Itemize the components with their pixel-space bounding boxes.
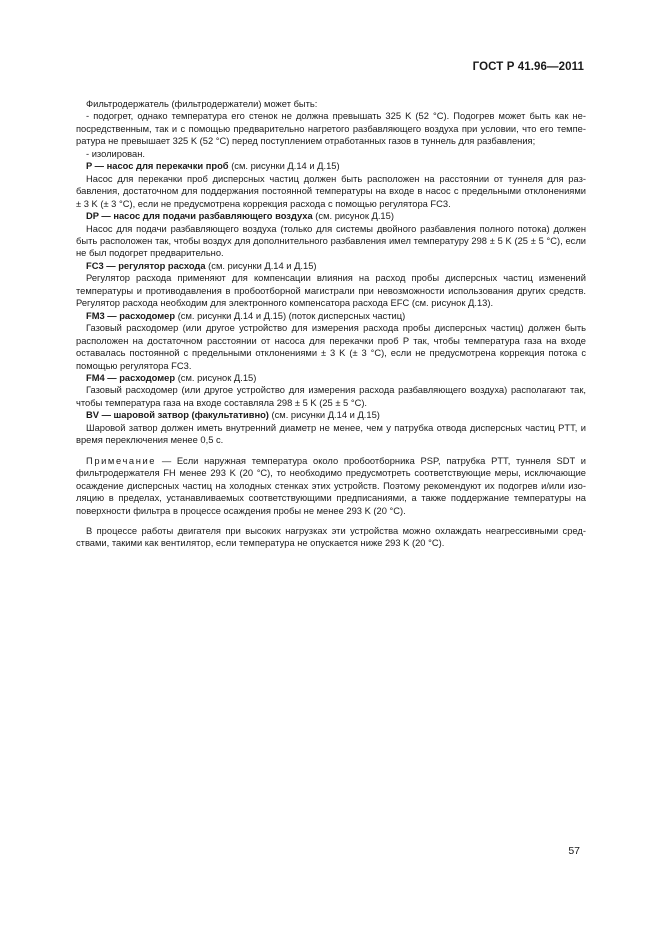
term-name: DP — насос для подачи разбавляющего воздуха: [86, 211, 313, 222]
page-body: [76, 98, 586, 550]
page-number: 57: [568, 845, 580, 857]
term-description: Газовый расходомер (или другое устройство для измерения расхода разбавляющего воздуха) располагают так, чтобы температура газа на входе составляла 298 ± 5 K (25 ± 5 °C).: [76, 385, 586, 408]
term-heading: [76, 310, 586, 322]
term-name: P — насос для перекачки проб: [86, 161, 229, 172]
figure-reference: (см. рисунки Д.14 и Д.15): [268, 410, 380, 421]
note: [76, 455, 586, 517]
figure-reference: (см. рисунки Д.14 и Д.15): [205, 260, 317, 271]
term-heading: [76, 160, 586, 172]
term-heading: [76, 210, 586, 222]
figure-reference: (см. рисунки Д.14 и Д.15): [228, 161, 340, 172]
term-name: BV — шаровой затвор (факультативно): [86, 410, 269, 421]
term-heading: [76, 372, 586, 384]
term-description: Регулятор расхода применяют для компенсации влияния на расход пробы дисперсных частиц изменений температуры и противодавления в пробоотборной магистрали при невозможности использования других средств. Регулятор расхода необходим для электронного компенсатора расхода EFC (см. рисунок Д.13).: [76, 273, 586, 309]
term-description: Насос для перекачки проб дисперсных частиц должен быть расположен на расстоянии от туннеля для разбавления, достаточном для поддержания постоянной температуры на входе в насос с предельными отклонениями ± 3 K (± 3 °C), если не предусмотрена коррекция расхода с помощью регулятора FC3.: [76, 173, 586, 209]
figure-reference: (см. рисунок Д.15): [312, 211, 394, 222]
term-description: Насос для подачи разбавляющего воздуха (только для системы двойного разбавления полного потока) должен быть расположен так, чтобы воздух для дополнительного разбавления имел температуру 298 ± 5 K (25 ± 5 °C), если не был подогрет предварительно.: [76, 223, 586, 259]
paragraph: В процессе работы двигателя при высоких нагрузках эти устройства можно охлаждать неагрессивными средствами, такими как вентилятор, если температура не опускается ниже 293 K (20 °C).: [76, 525, 586, 549]
list-item: - подогрет, однако температура его стенок не должна превышать 325 K (52 °C). Подогрев может быть как непосредственным, так и с помощью предварительно нагретого разбавляющего воздуха при условии, что его температура не превышает 325 K (52 °C) перед поступлением отработанных газов в туннель для разбавления;: [76, 111, 586, 147]
note-label: Примечание: [86, 455, 157, 466]
paragraph: Фильтродержатель (фильтродержатели) может быть:: [86, 99, 318, 109]
note-text: — Если наружная температура около пробоотборника PSP, патрубка PTT, туннеля SDT и фильтродержателя FH менее 293 K (20 °C), то необходимо предусмотреть соответствующие меры, исключающие осаждение дисперсных частиц на холодных стенках этих устройств. Поэтому рекомендуют их подогрев и/или изоляцию в пределах, устанавливаемых соответствующими предписаниями, а также поддержание температуры на поверхности фильтра в процессе осаждения пробы не менее 293 K (20 °C).: [76, 455, 586, 516]
term-description: Шаровой затвор должен иметь внутренний диаметр не менее, чем у патрубка отвода дисперсных частиц PTT, и время переключения менее 0,5 с.: [76, 422, 586, 446]
term-heading: [76, 260, 586, 272]
term-name: FC3 — регулятор расхода: [86, 260, 206, 271]
figure-reference: (см. рисунок Д.15): [175, 372, 257, 383]
document-id: ГОСТ Р 41.96—2011: [472, 61, 584, 73]
list-item: - изолирован.: [86, 148, 145, 159]
term-heading: [76, 409, 586, 421]
term-name: FM4 — расходомер: [86, 372, 176, 383]
term-name: FM3 — расходомер: [86, 310, 176, 321]
figure-reference: (см. рисунки Д.14 и Д.15) (поток дисперсных частиц): [175, 310, 406, 321]
term-description: Газовый расходомер (или другое устройство для измерения расхода пробы дисперсных частиц) должен быть расположен на достаточном расстоянии от насоса для перекачки проб P так, чтобы температура газа на входе оставалась постоянной с предельными отклонениями ± 3 K (± 3 °C), если не предусмотрена коррекция потока с помощью регулятора FC3.: [76, 323, 586, 371]
